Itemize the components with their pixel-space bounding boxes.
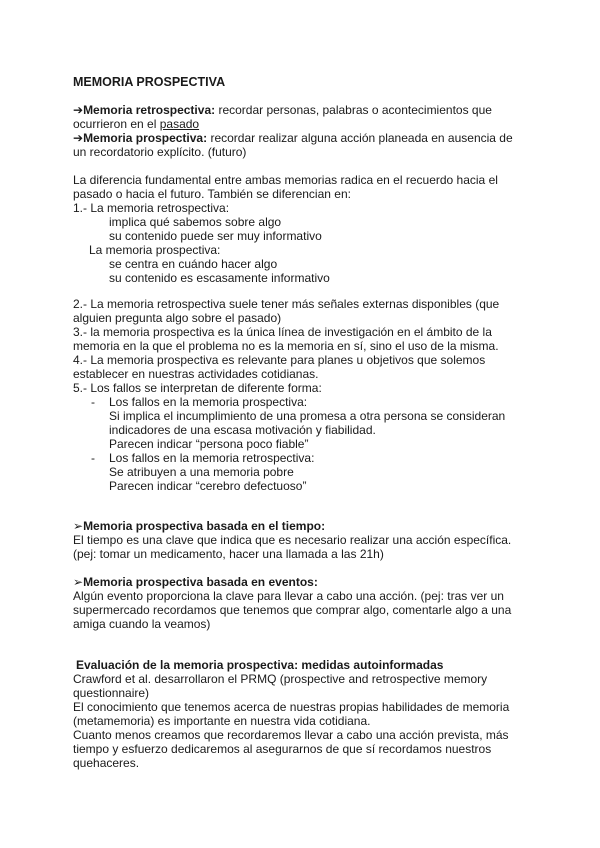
arrow-right-icon: ➔ <box>73 103 84 117</box>
section-heading-event-based: ➢Memoria prospectiva basada en eventos: <box>73 575 318 589</box>
sub-item: Se atribuyen a una memoria pobre <box>109 465 294 479</box>
definition-retrospective <box>73 103 492 117</box>
definition-label: Memoria prospectiva: <box>83 131 208 145</box>
list-item: 4.- La memoria prospectiva es relevante para planes u objetivos que solemos <box>73 353 486 367</box>
sub-item: se centra en cuándo hacer algo <box>109 257 278 271</box>
sub-item: indicadores de una escasa motivación y fiabilidad. <box>109 423 376 437</box>
arrow-right-icon: ➔ <box>73 131 84 145</box>
paragraph-line: La diferencia fundamental entre ambas memorias radica en el recuerdo hacia el <box>73 173 498 187</box>
paragraph-line: questionnaire) <box>73 686 150 700</box>
section-heading-evaluation: Evaluación de la memoria prospectiva: medidas autoinformadas <box>76 658 444 672</box>
paragraph-line: El tiempo es una clave que indica que es necesario realizar una acción específica. <box>73 533 512 547</box>
sub-item: Parecen indicar “cerebro defectuoso” <box>109 479 307 493</box>
paragraph-line: amiga cuando la veamos) <box>73 617 211 631</box>
list-item: alguien pregunta algo sobre el pasado) <box>73 311 282 325</box>
arrowhead-icon: ➢ <box>73 519 84 533</box>
arrowhead-icon: ➢ <box>73 575 84 589</box>
list-item: 5.- Los fallos se interpretan de diferente forma: <box>73 381 322 395</box>
sub-item: Los fallos en la memoria prospectiva: <box>109 395 308 409</box>
sub-item: Los fallos en la memoria retrospectiva: <box>109 451 315 465</box>
dash-bullet: - <box>91 395 95 409</box>
underlined-word: pasado <box>159 117 200 131</box>
definition-text: recordar realizar alguna acción planeada en ausencia de <box>207 131 513 145</box>
list-item: memoria en la que el problema no es la memoria en sí, sino el uso de la misma. <box>73 339 499 353</box>
paragraph-line: Crawford et al. desarrollaron el PRMQ (prospective and retrospective memory <box>73 672 488 686</box>
paragraph-line: (metamemoria) es importante en nuestra vida cotidiana. <box>73 714 371 728</box>
paragraph-line: tiempo y esfuerzo dedicaremos al asegurarnos de que sí recordamos nuestros <box>73 742 492 756</box>
sub-item: Parecen indicar “persona poco fiable” <box>109 437 309 451</box>
paragraph-line: El conocimiento que tenemos acerca de nuestras propias habilidades de memoria <box>73 700 510 714</box>
sub-item: Si implica el incumplimiento de una promesa a otra persona se consideran <box>109 409 506 423</box>
sub-item: implica qué sabemos sobre algo <box>109 215 282 229</box>
definition-prospective <box>73 131 513 145</box>
paragraph-line: supermercado recordamos que tenemos que comprar algo, comentarle algo a una <box>73 603 512 617</box>
list-item: 3.- la memoria prospectiva es la única línea de investigación en el ámbito de la <box>73 325 492 339</box>
list-item: establecer en nuestras actividades cotidianas. <box>73 367 319 381</box>
list-item: La memoria prospectiva: <box>89 243 221 257</box>
paragraph-line: Algún evento proporciona la clave para llevar a cabo una acción. (pej: tras ver un <box>73 589 504 603</box>
dash-bullet: - <box>91 451 95 465</box>
sub-item: su contenido puede ser muy informativo <box>109 229 322 243</box>
definition-text: ocurrieron en el <box>73 117 160 131</box>
page-title: MEMORIA PROSPECTIVA <box>73 75 226 89</box>
definition-label: Memoria retrospectiva: <box>83 103 216 117</box>
definition-retrospective-cont <box>73 117 199 131</box>
list-item: 1.- La memoria retrospectiva: <box>73 201 230 215</box>
list-item: 2.- La memoria retrospectiva suele tener más señales externas disponibles (que <box>73 297 500 311</box>
paragraph-line: Cuanto menos creamos que recordaremos llevar a cabo una acción prevista, más <box>73 728 509 742</box>
paragraph-line: quehaceres. <box>73 756 140 770</box>
definition-prospective-cont: un recordatorio explícito. (futuro) <box>73 145 247 159</box>
sub-item: su contenido es escasamente informativo <box>109 271 330 285</box>
paragraph-line: (pej: tomar un medicamento, hacer una llamada a las 21h) <box>73 547 384 561</box>
definition-text: recordar personas, palabras o acontecimientos que <box>215 103 492 117</box>
section-heading-time-based: ➢Memoria prospectiva basada en el tiempo: <box>73 519 326 533</box>
paragraph-line: pasado o hacia el futuro. También se diferencian en: <box>73 187 351 201</box>
